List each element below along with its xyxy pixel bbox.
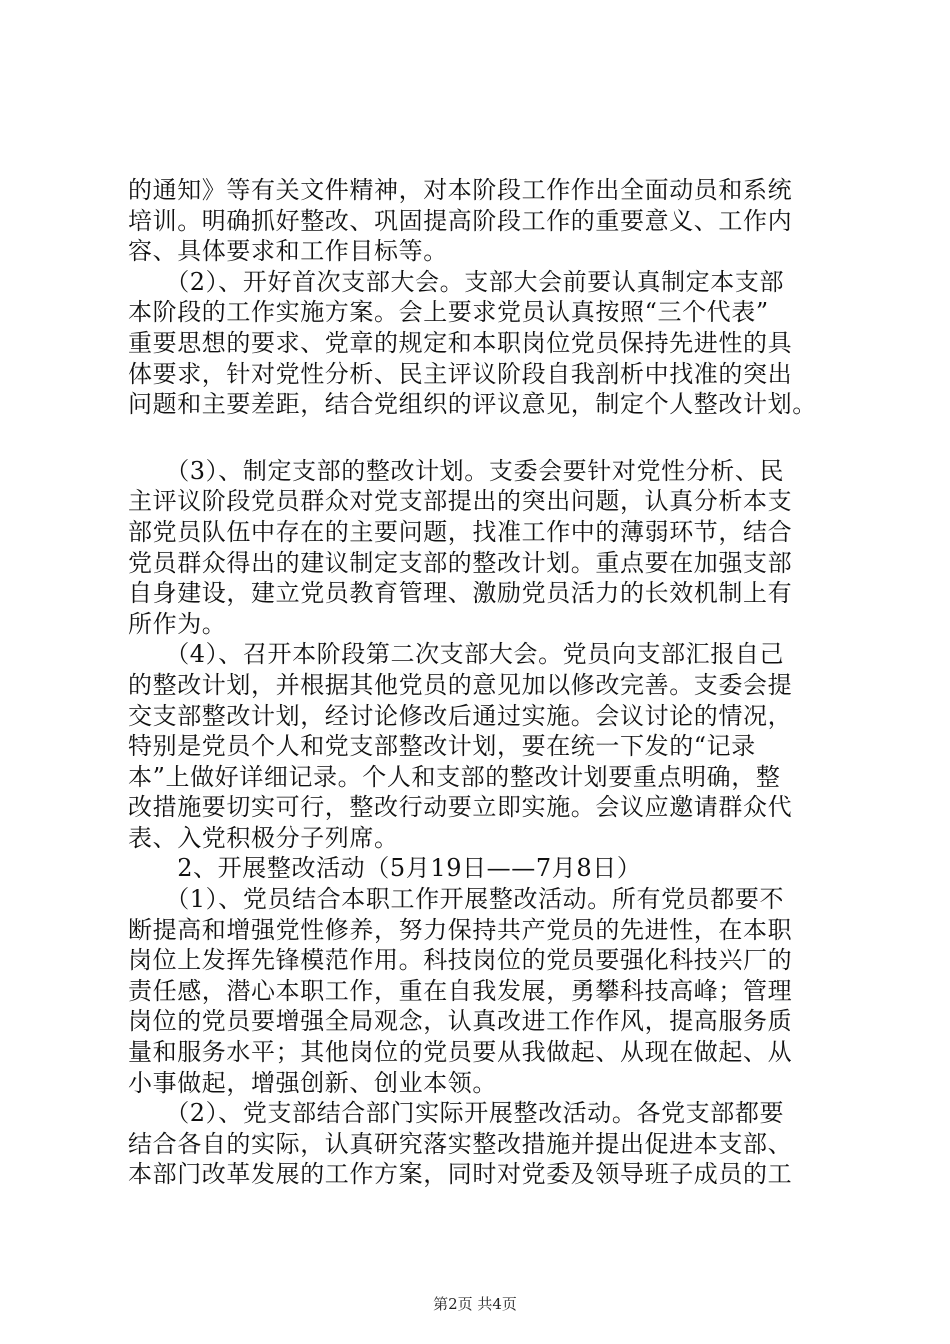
text-line: 量和服务水平；其他岗位的党员要从我做起、从现在做起、从 xyxy=(128,1038,793,1067)
text-line: 的整改计划，并根据其他党员的意见加以修改完善。支委会提 xyxy=(128,670,793,699)
text-line: 党员群众得出的建议制定支部的整改计划。重点要在加强支部 xyxy=(128,548,793,577)
paragraph-gap xyxy=(128,420,828,456)
text-line: 培训。明确抓好整改、巩固提高阶段工作的重要意义、工作内 xyxy=(128,206,793,235)
text-line: （1）、党员结合本职工作开展整改活动。所有党员都要不 xyxy=(128,885,785,914)
text-line: 断提高和增强党性修养，努力保持共产党员的先进性，在本职 xyxy=(128,915,793,944)
text-line: （3）、制定支部的整改计划。支委会要针对党性分析、民 xyxy=(128,456,785,485)
text-line: 本阶段的工作实施方案。会上要求党员认真按照“三个代表” xyxy=(128,298,769,327)
text-line: 特别是党员个人和党支部整改计划，要在统一下发的“记录 xyxy=(128,732,756,761)
page-number-footer: 第2页 共4页 xyxy=(433,1295,517,1313)
text-line: 容、具体要求和工作目标等。 xyxy=(128,237,448,266)
text-line: 的通知》等有关文件精神，对本阶段工作作出全面动员和系统 xyxy=(128,176,793,204)
text-line: 岗位上发挥先锋模范作用。科技岗位的党员要强化科技兴厂的 xyxy=(128,946,793,975)
text-line: 体要求，针对党性分析、民主评议阶段自我剖析中找准的突出 xyxy=(128,359,793,388)
document-body xyxy=(128,175,828,1190)
text-line: （2）、党支部结合部门实际开展整改活动。各党支部都要 xyxy=(128,1099,785,1128)
text-line: 表、入党积极分子列席。 xyxy=(128,823,399,852)
text-line: 主评议阶段党员群众对党支部提出的突出问题，认真分析本支 xyxy=(128,487,793,516)
text-line: （4）、召开本阶段第二次支部大会。党员向支部汇报自己 xyxy=(128,640,785,669)
text-line: 本”上做好详细记录。个人和支部的整改计划要重点明确，整 xyxy=(128,762,781,791)
text-line: 结合各自的实际，认真研究落实整改措施并提出促进本支部、 xyxy=(128,1129,793,1158)
text-line: 岗位的党员要增强全局观念，认真改进工作作风，提高服务质 xyxy=(128,1007,793,1036)
text-line: 自身建设，建立党员教育管理、激励党员活力的长效机制上有 xyxy=(128,579,793,608)
text-line: 交支部整改计划，经讨论修改后通过实施。会议讨论的情况， xyxy=(128,701,793,730)
section-heading: 2、开展整改活动（5月19日——7月8日） xyxy=(128,854,642,883)
text-line: （2）、开好首次支部大会。支部大会前要认真制定本支部 xyxy=(128,267,785,296)
text-line: 小事做起，增强创新、创业本领。 xyxy=(128,1068,497,1097)
text-line: 重要思想的要求、党章的规定和本职岗位党员保持先进性的具 xyxy=(128,328,793,357)
text-line: 改措施要切实可行，整改行动要立即实施。会议应邀请群众代 xyxy=(128,793,793,822)
text-line: 责任感，潜心本职工作，重在自我发展，勇攀科技高峰；管理 xyxy=(128,976,793,1005)
text-line: 部党员队伍中存在的主要问题，找准工作中的薄弱环节，结合 xyxy=(128,517,793,546)
text-line: 所作为。 xyxy=(128,609,227,638)
text-line: 本部门改革发展的工作方案，同时对党委及领导班子成员的工 xyxy=(128,1160,793,1189)
text-line: 问题和主要差距，结合党组织的评议意见，制定个人整改计划。 xyxy=(128,390,817,419)
